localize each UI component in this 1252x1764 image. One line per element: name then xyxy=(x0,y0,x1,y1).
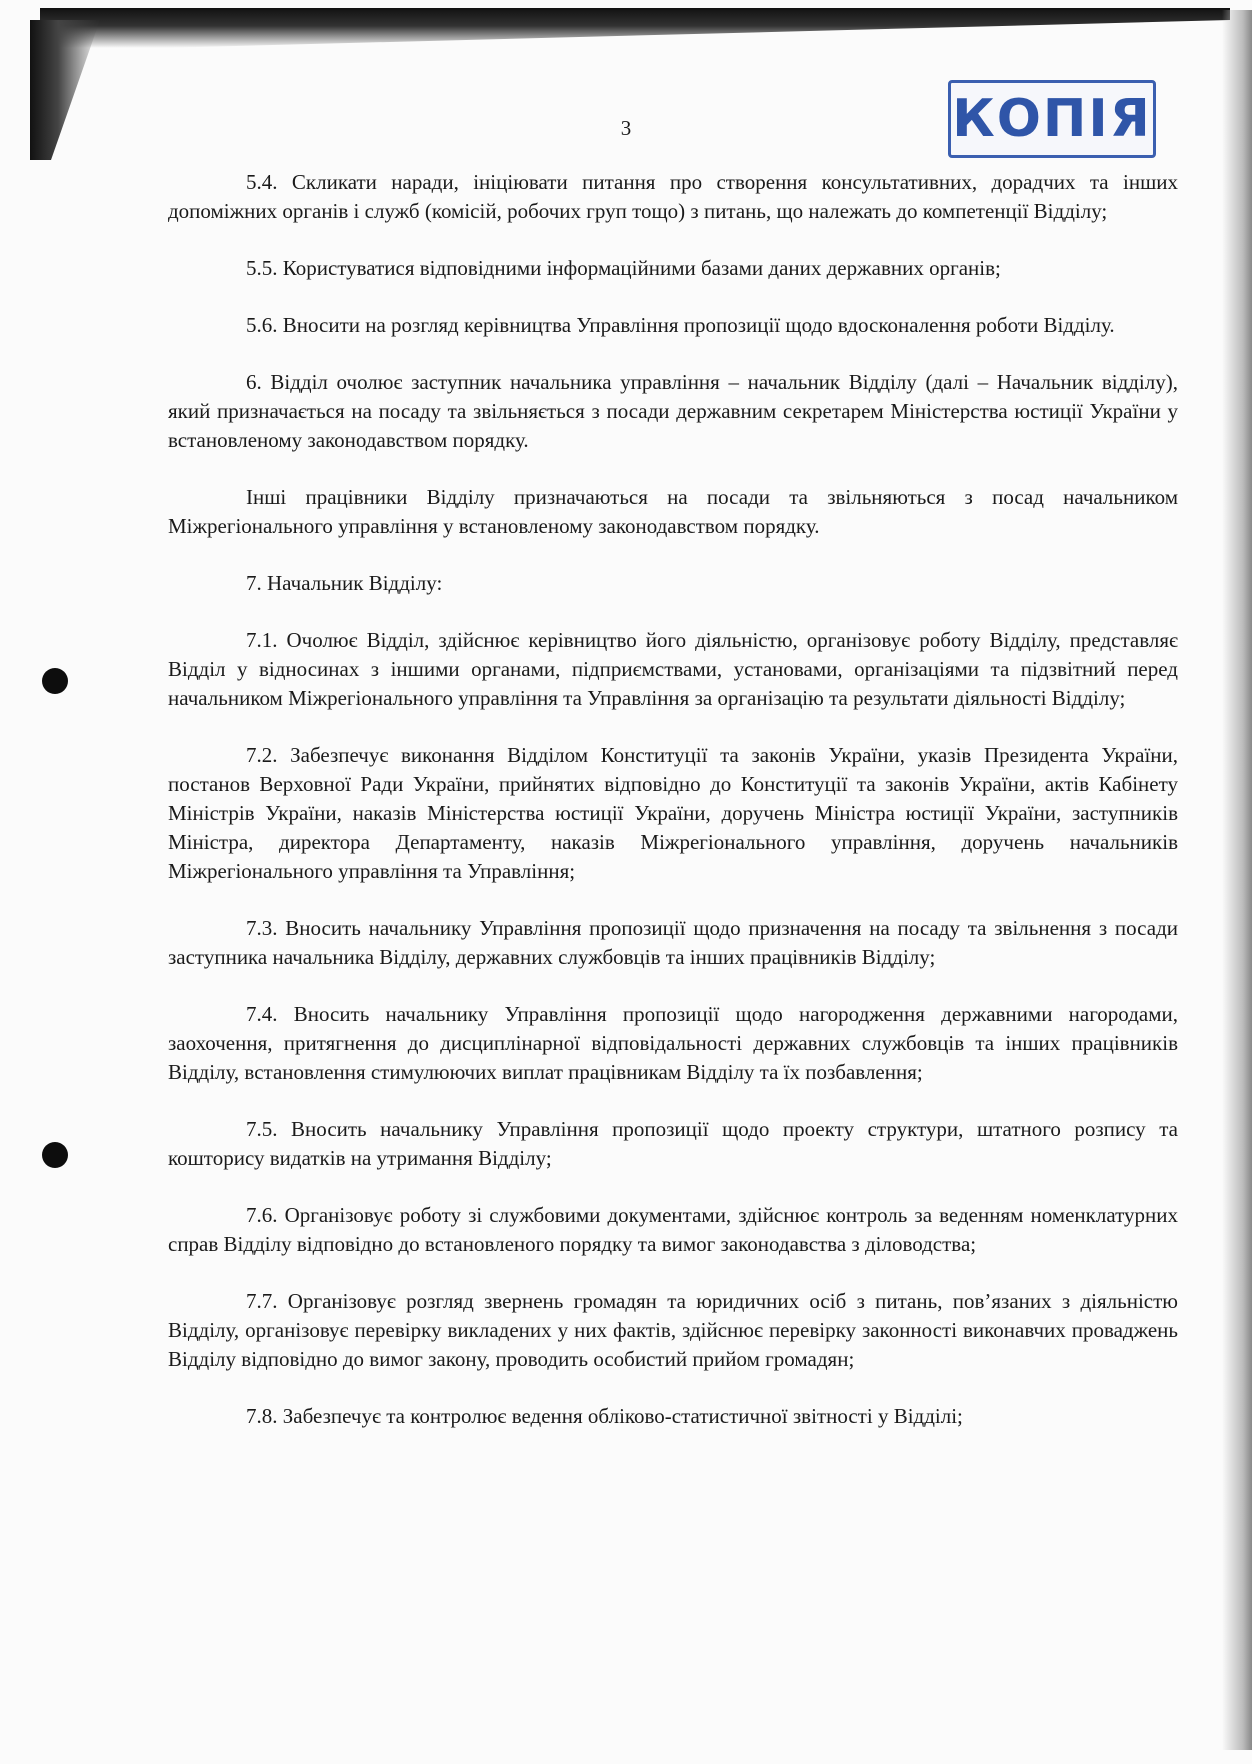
scan-shadow-top xyxy=(40,8,1230,48)
page-number: 3 xyxy=(620,116,632,140)
paragraph-5-4: 5.4. Скликати наради, ініціювати питання про створення консультативних, дорадчих та інших допоміжних органів і служб (комісій, робочих груп тощо) з питань, що належать до компетенції Відділу; xyxy=(168,170,1178,223)
paragraph-7-8: 7.8. Забезпечує та контролює ведення обліково-статистичної звітності у Відділі; xyxy=(246,1404,963,1428)
paragraph-7-7: 7.7. Організовує розгляд звернень громадян та юридичних осіб з питань, пов’язаних з діяльністю Відділу, організовує перевірку викладених у них фактів, здійснює перевірку законності виконавчих проваджень Відділу відповідно до вимог закону, проводить особистий прийом громадян; xyxy=(168,1289,1178,1371)
paragraph-6-other-staff: Інші працівники Відділу призначаються на посади та звільняються з посад начальником Міжрегіонального управління у встановленому законодавством порядку. xyxy=(168,485,1178,538)
punch-hole xyxy=(42,1142,68,1168)
paragraph-5-5: 5.5. Користуватися відповідними інформаційними базами даних державних органів; xyxy=(246,256,1001,280)
paragraph-7-6: 7.6. Організовує роботу зі службовими документами, здійснює контроль за веденням номенклатурних справ Відділу відповідно до встановленого порядку та вимог законодавства з діловодства; xyxy=(168,1203,1178,1256)
copy-stamp: КОПІЯ xyxy=(948,80,1156,158)
paragraph-7-4: 7.4. Вносить начальнику Управління пропозиції щодо нагородження державними нагородами, заохочення, притягнення до дисциплінарної відповідальності державних службовців та інших працівників Відділу, встановлення стимулюючих виплат працівникам Відділу та їх позбавлення; xyxy=(168,1002,1178,1084)
paragraph-7-5: 7.5. Вносить начальнику Управління пропозиції щодо проекту структури, штатного розпису та кошторису видатків на утримання Відділу; xyxy=(168,1117,1178,1170)
document-body xyxy=(168,168,1178,1459)
paragraph-7-1: 7.1. Очолює Відділ, здійснює керівництво його діяльністю, організовує роботу Відділу, представляє Відділ у відносинах з іншими органами, підприємствами, установами, організаціями та підзвітний перед начальником Міжрегіонального управління та Управління за організацію та результати діяльності Відділу; xyxy=(168,628,1178,710)
scan-shadow-right xyxy=(1222,10,1252,1750)
paragraph-7-2: 7.2. Забезпечує виконання Відділом Конституції та законів України, указів Президента України, постанов Верховної Ради України, прийнятих відповідно до Конституції та законів України, актів Кабінету Міністрів України, наказів Міністерства юстиції України, доручень Міністра юстиції України, заступників Міністра, директора Департаменту, наказів Міжрегіонального управління, доручень начальників Міжрегіонального управління та Управління; xyxy=(168,743,1178,883)
punch-hole xyxy=(42,668,68,694)
paragraph-7-3: 7.3. Вносить начальнику Управління пропозиції щодо призначення на посаду та звільнення з посади заступника начальника Відділу, державних службовців та інших працівників Відділу; xyxy=(168,916,1178,969)
paragraph-6: 6. Відділ очолює заступник начальника управління – начальник Відділу (далі – Начальник відділу), який призначається на посаду та звільняється з посади державним секретарем Міністерства юстиції України у встановленому законодавством порядку. xyxy=(168,370,1178,452)
paragraph-7-heading: 7. Начальник Відділу: xyxy=(246,571,443,595)
paragraph-5-6: 5.6. Вносити на розгляд керівництва Управління пропозиції щодо вдосконалення роботи Відділу. xyxy=(246,313,1115,337)
